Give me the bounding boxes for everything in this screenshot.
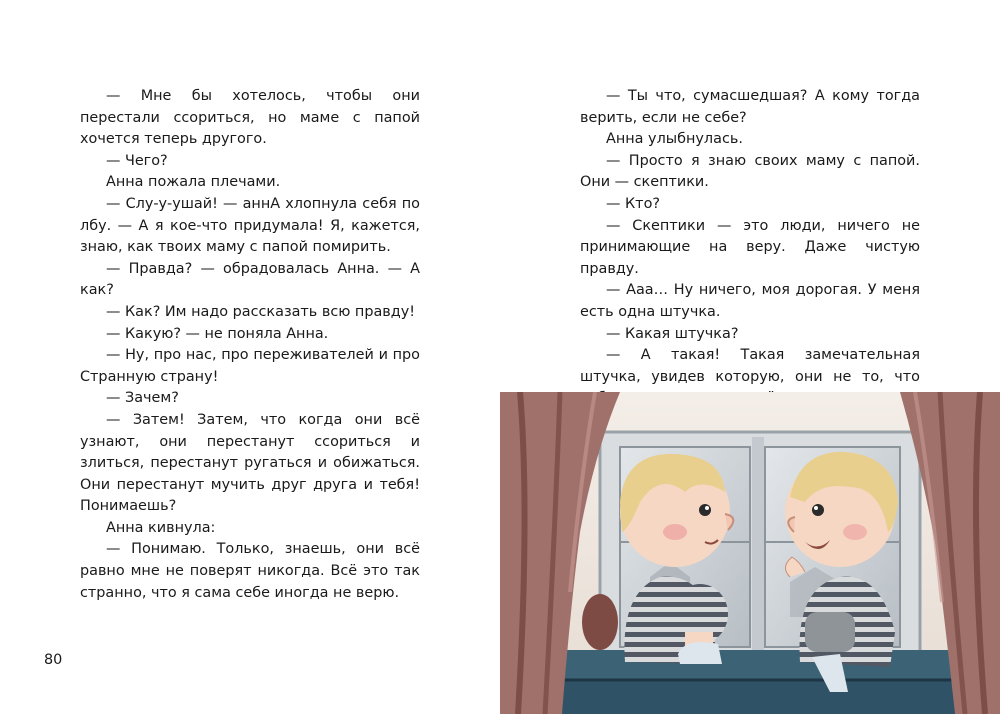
paragraph: — Кто? (606, 195, 661, 212)
paragraph: — Затем! Затем, что когда они всё узнают, они перестанут ссориться и злиться, перестанут ругаться и обижаться. Они перестанут мучить друг друга и тебя! Понимаешь? (80, 411, 420, 515)
paragraph: — Какая штучка? (606, 325, 739, 342)
paragraph: Анна пожала плечами. (106, 174, 281, 191)
left-page-text (80, 86, 420, 604)
paragraph: — Чего? (106, 152, 168, 169)
paragraph: — Правда? — обрадовалась Анна. — А как? (80, 260, 420, 299)
paragraph: — А такая! Такая замечательная штучка, увидев которую, они не то, что (580, 347, 920, 385)
paragraph: — Как? Им надо рассказать всю правду! (106, 303, 416, 320)
page-number: 80 (44, 652, 63, 668)
paragraph: — Скептики — это люди, ничего не принимающие на веру. Даже чистую правду. (580, 217, 920, 277)
windowsill (540, 650, 980, 714)
paragraph: — Просто я знаю своих маму с папой. Они — скептики. (580, 152, 920, 191)
paragraph: Анна улыбнулась. (606, 131, 743, 148)
paragraph: — Мне бы хотелось, чтобы они перестали ссориться, но маме с папой хочется теперь другого. (80, 88, 420, 148)
paragraph: — Ааа… Ну ничего, моя дорогая. У меня есть одна штучка. (580, 282, 920, 320)
paragraph: — Слу-у-ушай! — аннА хлопнула себя по лбу. — А я кое-что придумала! Я, кажется, знаю, как твоих маму с папой помирить. (80, 195, 420, 256)
paragraph: — Понимаю. Только, знаешь, они всё равно мне не поверят никогда. Всё это так странно, что я сама себе иногда не верю. (80, 541, 420, 601)
right-page-text (580, 86, 920, 432)
paragraph: — Какую? — не поняла Анна. (106, 325, 329, 342)
illustration-two-children-window (500, 392, 1000, 714)
paragraph: — Ты что, сумасшедшая? А кому тогда верить, если не себе? (580, 88, 920, 126)
paragraph: — Зачем? (106, 390, 179, 407)
paragraph: — Ну, про нас, про переживателей и про Странную страну! (80, 347, 420, 385)
paragraph: Анна кивнула: (106, 519, 216, 536)
